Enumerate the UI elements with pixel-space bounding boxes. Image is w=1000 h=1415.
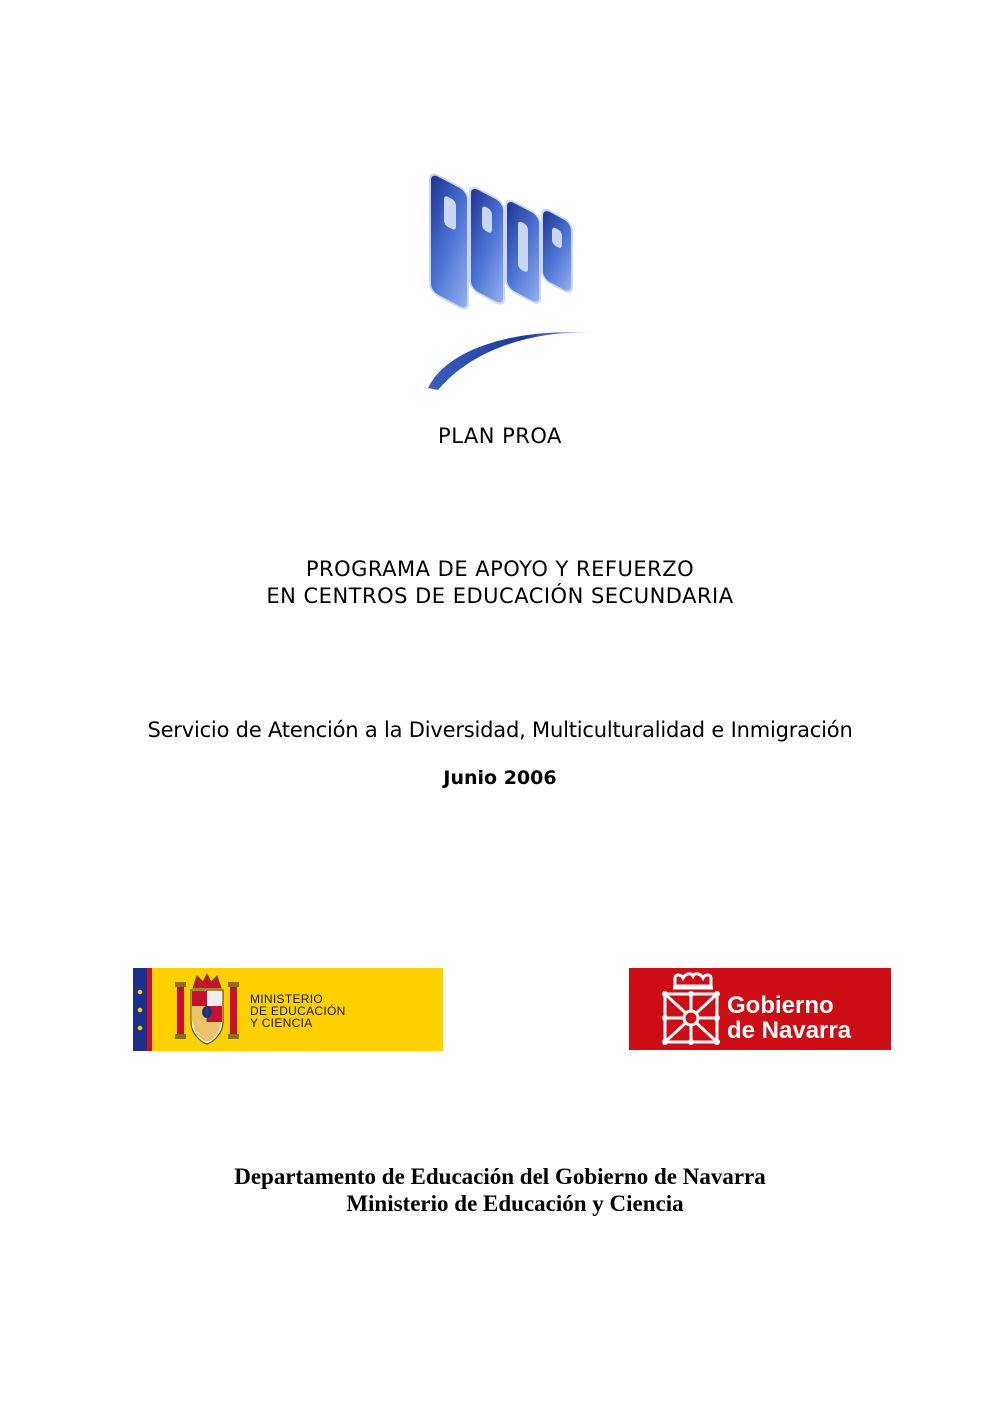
navarra-logo-line2: de Navarra xyxy=(727,1017,852,1044)
ministerio-logo-line3: Y CIENCIA xyxy=(250,1016,313,1030)
footer-line1: Departamento de Educación del Gobierno de Navarra xyxy=(234,1164,766,1189)
navarra-logo-line1: Gobierno xyxy=(727,992,834,1019)
ministerio-logo xyxy=(133,968,443,1051)
footer-institutions xyxy=(0,1163,1000,1217)
program-title xyxy=(0,556,1000,610)
ministerio-logo-line2: DE EDUCACIÓN xyxy=(250,1004,346,1018)
gobierno-navarra-logo-text xyxy=(727,993,851,1043)
spain-coat-of-arms-icon xyxy=(173,972,241,1046)
service-name: Servicio de Atención a la Diversidad, Multiculturalidad e Inmigración xyxy=(147,718,853,742)
navarra-chains-emblem-icon xyxy=(659,972,723,1048)
document-date: Junio 2006 xyxy=(443,767,557,789)
ministerio-logo-text xyxy=(250,993,346,1029)
plan-title: PLAN PROA xyxy=(438,424,562,448)
program-title-line1: PROGRAMA DE APOYO Y REFUERZO xyxy=(305,557,695,581)
eu-flag-stripe-icon xyxy=(133,968,157,1051)
ministerio-logo-line1: MINISTERIO xyxy=(250,992,324,1006)
footer-line2: Ministerio de Educación y Ciencia xyxy=(346,1191,684,1216)
proa-logo xyxy=(420,168,600,393)
program-title-line2: EN CENTROS DE EDUCACIÓN SECUNDARIA xyxy=(266,584,734,608)
gobierno-navarra-logo xyxy=(629,968,891,1050)
